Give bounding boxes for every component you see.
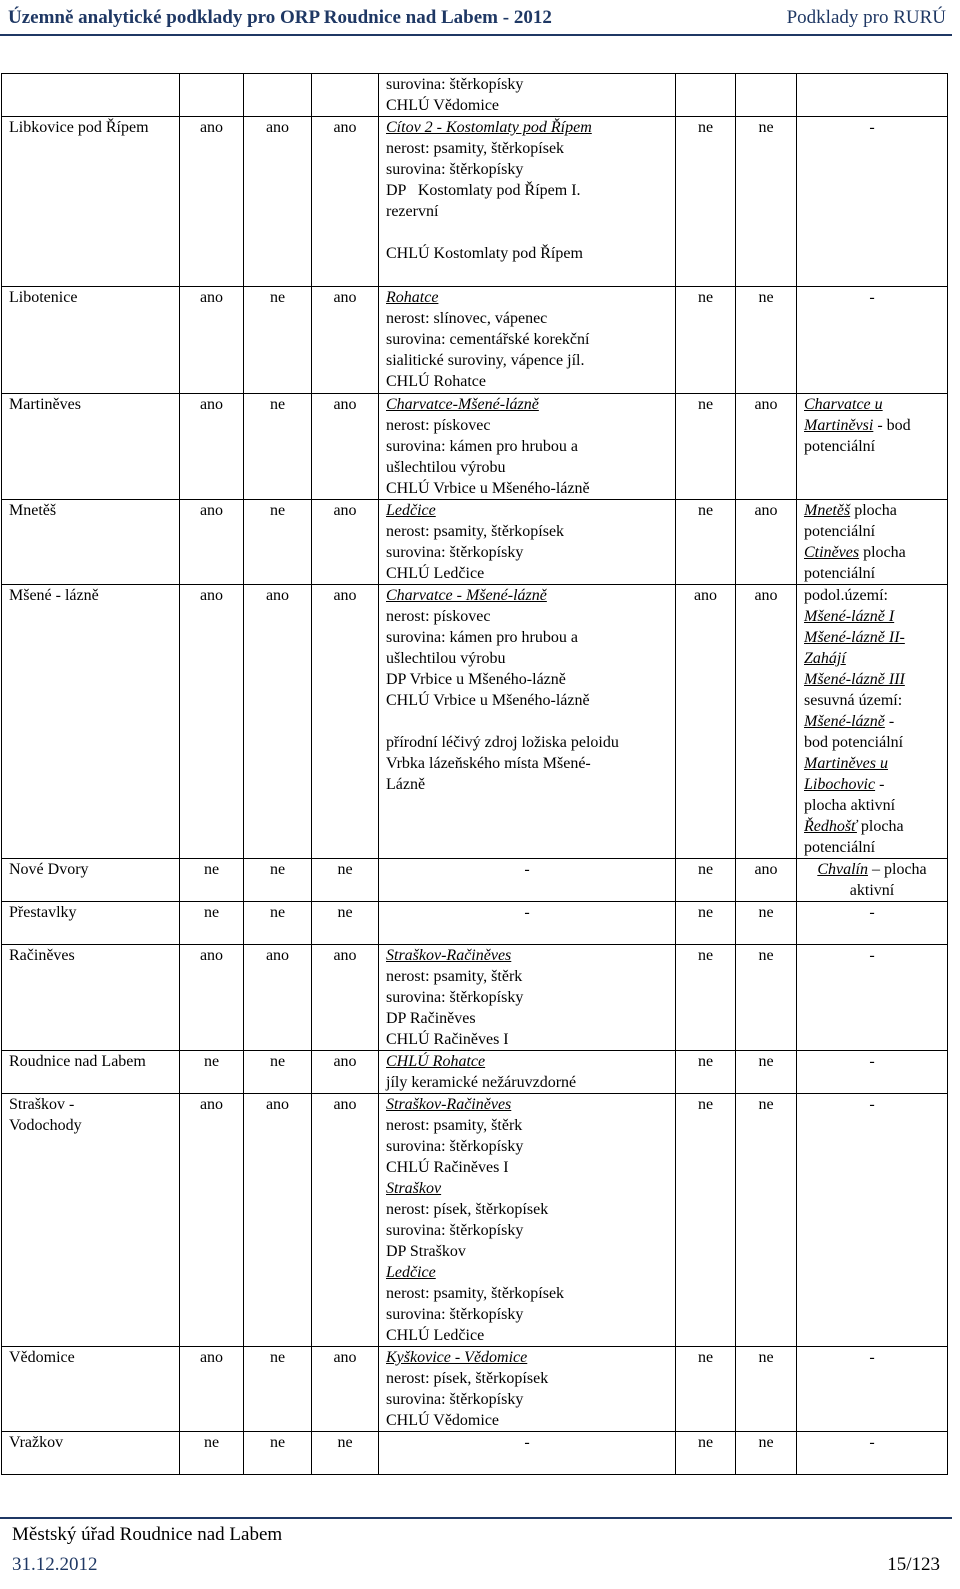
deposit-detail-line: DP Vrbice u Mšeného-lázně bbox=[386, 671, 566, 688]
deformation-line bbox=[804, 690, 947, 711]
deposit-detail-line: nerost: písek, štěrkopísek bbox=[386, 1370, 549, 1387]
deformation-text: - bbox=[869, 119, 875, 136]
deposit-detail-line: surovina: kámen pro hrubou a bbox=[386, 629, 578, 646]
deformation-name: Mšené-lázně bbox=[804, 713, 885, 730]
deformation-name: Mšené-lázně III bbox=[804, 671, 905, 688]
deformation-line bbox=[804, 606, 947, 627]
deformation-suffix: – plocha bbox=[868, 861, 927, 878]
deposit-detail-cell bbox=[379, 1347, 676, 1432]
deposit-detail-cell bbox=[379, 585, 676, 859]
value-cell-c: ano bbox=[312, 117, 379, 287]
deformation-line bbox=[804, 542, 947, 563]
value-cell-d: ne bbox=[676, 902, 736, 945]
deformation-line bbox=[804, 837, 947, 858]
deformation-name: Martiněvsi bbox=[804, 417, 874, 434]
document-section: Podklady pro RURÚ bbox=[786, 7, 946, 28]
deformation-suffix: plocha bbox=[856, 818, 904, 835]
deposit-detail-line: nerost: psamity, štěrkopísek bbox=[386, 1285, 565, 1302]
deformation-name: Zahájí bbox=[804, 650, 846, 667]
municipality-name: Libotenice bbox=[9, 289, 78, 306]
deposit-detail-line: rezervní bbox=[386, 203, 439, 220]
slope-deformation-cell bbox=[797, 287, 948, 394]
deformation-line bbox=[797, 902, 947, 923]
table-row bbox=[2, 945, 948, 1051]
value-cell-c: ne bbox=[312, 1432, 379, 1475]
deposit-detail-line: Vrbka lázeňského místa Mšené- bbox=[386, 755, 591, 772]
deformation-name: Libochovic bbox=[804, 776, 876, 793]
municipality-cell bbox=[2, 1347, 180, 1432]
slope-deformation-cell bbox=[797, 1432, 948, 1475]
municipality-name: Mšené - lázně bbox=[9, 587, 99, 604]
municipality-cell bbox=[2, 585, 180, 859]
deposit-name: Ledčice bbox=[386, 1264, 436, 1281]
deposit-name: Cítov 2 - Kostomlaty pod Řípem bbox=[386, 119, 592, 136]
value-cell-d: ne bbox=[676, 859, 736, 902]
document-title: Územně analytické podklady pro ORP Roudnice nad Labem - 2012 bbox=[8, 7, 552, 28]
footer-divider bbox=[0, 1517, 952, 1519]
deformation-name: Chvalín bbox=[817, 861, 868, 878]
deposit-name: Rohatce bbox=[386, 289, 439, 306]
slope-deformation-cell bbox=[797, 1094, 948, 1347]
value-cell-b: ano bbox=[244, 1094, 312, 1347]
value-cell-a: ano bbox=[180, 500, 244, 585]
municipality-name: Nové Dvory bbox=[9, 861, 89, 878]
deformation-suffix: - bbox=[875, 776, 885, 793]
deposit-detail-line: DP Straškov bbox=[386, 1243, 466, 1260]
deposit-detail-line: nerost: psamity, štěrk bbox=[386, 968, 523, 985]
table-row bbox=[2, 585, 948, 859]
value-cell-a: ne bbox=[180, 1432, 244, 1475]
deposit-detail-line: surovina: štěrkopísky bbox=[386, 544, 524, 561]
deformation-name: Martiněves u bbox=[804, 755, 888, 772]
value-cell-e: ano bbox=[736, 394, 797, 500]
deformation-line bbox=[797, 1094, 947, 1115]
deposit-detail-cell bbox=[379, 500, 676, 585]
value-cell-a: ne bbox=[180, 859, 244, 902]
deposit-name: Kyškovice - Vědomice bbox=[386, 1349, 528, 1366]
value-cell-d: ne bbox=[676, 1432, 736, 1475]
value-cell-d: ne bbox=[676, 500, 736, 585]
deposit-detail-line: CHLÚ Ledčice bbox=[386, 565, 485, 582]
value-cell-a: ano bbox=[180, 945, 244, 1051]
deformation-text: - bbox=[869, 904, 875, 921]
footer-page-number: 15/123 bbox=[887, 1554, 940, 1575]
municipality-cell bbox=[2, 902, 180, 945]
municipality-cell bbox=[2, 859, 180, 902]
deformation-text: - bbox=[869, 1434, 875, 1451]
value-cell-b: ne bbox=[244, 902, 312, 945]
value-cell-d: ne bbox=[676, 394, 736, 500]
value-cell-a: ne bbox=[180, 1051, 244, 1094]
deposit-detail-line: ušlechtilou výrobu bbox=[386, 650, 506, 667]
value-cell-d: ne bbox=[676, 287, 736, 394]
deformation-line bbox=[804, 669, 947, 690]
deformation-line bbox=[804, 500, 947, 521]
value-cell-a: ne bbox=[180, 902, 244, 945]
deformation-line bbox=[804, 795, 947, 816]
deformation-line bbox=[804, 711, 947, 732]
table-row bbox=[2, 1094, 948, 1347]
slope-deformation-cell bbox=[797, 585, 948, 859]
slope-deformation-cell bbox=[797, 394, 948, 500]
deformation-line bbox=[797, 1051, 947, 1072]
value-cell-d bbox=[676, 74, 736, 117]
value-cell-c: ano bbox=[312, 500, 379, 585]
value-cell-a: ano bbox=[180, 1347, 244, 1432]
deformation-name: Charvatce u bbox=[804, 396, 883, 413]
value-cell-c: ano bbox=[312, 1094, 379, 1347]
value-cell-d: ano bbox=[676, 585, 736, 859]
municipality-cell bbox=[2, 74, 180, 117]
deposit-detail-line: surovina: cementářské korekční bbox=[386, 331, 590, 348]
value-cell-a: ano bbox=[180, 585, 244, 859]
page-header bbox=[8, 4, 946, 32]
deposit-name: Straškov bbox=[386, 1180, 442, 1197]
value-cell-c: ne bbox=[312, 902, 379, 945]
deposit-detail-line: surovina: štěrkopísky bbox=[386, 1391, 524, 1408]
deposit-detail-line: CHLÚ Vědomice bbox=[386, 1412, 500, 1429]
municipality-cell bbox=[2, 1432, 180, 1475]
deformation-text: - bbox=[869, 947, 875, 964]
deposit-detail-line: CHLÚ Vrbice u Mšeného-lázně bbox=[386, 480, 590, 497]
deformation-line bbox=[797, 945, 947, 966]
value-cell-a bbox=[180, 74, 244, 117]
value-cell-c: ano bbox=[312, 394, 379, 500]
municipality-cell bbox=[2, 287, 180, 394]
deposit-detail-line: CHLÚ Vědomice bbox=[386, 97, 500, 114]
table-row bbox=[2, 859, 948, 902]
table-row bbox=[2, 902, 948, 945]
value-cell-c: ne bbox=[312, 859, 379, 902]
slope-deformation-cell bbox=[797, 74, 948, 117]
value-cell-e bbox=[736, 74, 797, 117]
slope-deformation-cell bbox=[797, 902, 948, 945]
value-cell-e: ne bbox=[736, 1347, 797, 1432]
deposit-detail-line: DP Račiněves bbox=[386, 1010, 476, 1027]
deposit-detail-line: surovina: štěrkopísky bbox=[386, 1138, 524, 1155]
value-cell-b: ne bbox=[244, 394, 312, 500]
deformation-text: sesuvná území: bbox=[804, 692, 903, 709]
value-cell-e: ano bbox=[736, 500, 797, 585]
deformation-line bbox=[797, 1432, 947, 1453]
deformation-line bbox=[797, 117, 947, 138]
value-cell-e: ne bbox=[736, 1094, 797, 1347]
municipality-name: Martiněves bbox=[9, 396, 81, 413]
deposit-detail-cell bbox=[379, 1094, 676, 1347]
deposit-detail-line: nerost: pískovec bbox=[386, 608, 491, 625]
footer-date: 31.12.2012 bbox=[12, 1554, 98, 1575]
value-cell-b: ano bbox=[244, 117, 312, 287]
value-cell-b: ne bbox=[244, 859, 312, 902]
municipality-name: Račiněves bbox=[9, 947, 75, 964]
deposit-detail-line: CHLÚ Kostomlaty pod Řípem bbox=[386, 245, 583, 262]
slope-deformation-cell bbox=[797, 945, 948, 1051]
deformation-line bbox=[804, 521, 947, 542]
value-cell-b: ne bbox=[244, 500, 312, 585]
value-cell-d: ne bbox=[676, 1051, 736, 1094]
deposit-detail-cell bbox=[379, 287, 676, 394]
table-row bbox=[2, 500, 948, 585]
deformation-line bbox=[797, 1347, 947, 1368]
deformation-text: plocha aktivní bbox=[804, 797, 896, 814]
municipality-name: Vědomice bbox=[9, 1349, 75, 1366]
deformation-name: Mšené-lázně I bbox=[804, 608, 895, 625]
value-cell-e: ne bbox=[736, 1432, 797, 1475]
deposit-detail-line: přírodní léčivý zdroj ložiska peloidu bbox=[386, 734, 619, 751]
municipality-cell bbox=[2, 394, 180, 500]
value-cell-d: ne bbox=[676, 945, 736, 1051]
deposit-name: Charvatce - Mšené-lázně bbox=[386, 587, 547, 604]
deposit-detail-line bbox=[386, 222, 675, 243]
deposit-name: CHLÚ Rohatce bbox=[386, 1053, 486, 1070]
municipality-name: Roudnice nad Labem bbox=[9, 1053, 146, 1070]
deformation-line bbox=[804, 415, 947, 436]
deformation-name: Mšené-lázně II- bbox=[804, 629, 905, 646]
deformation-line bbox=[797, 880, 947, 901]
deformation-line bbox=[804, 774, 947, 795]
value-cell-e: ne bbox=[736, 902, 797, 945]
deformation-name: Mnetěš bbox=[804, 502, 851, 519]
deposit-detail-line: Lázně bbox=[386, 776, 426, 793]
deformation-line bbox=[804, 436, 947, 457]
value-cell-c: ano bbox=[312, 1051, 379, 1094]
deposit-detail-cell bbox=[379, 1051, 676, 1094]
deformation-text: bod potenciální bbox=[804, 734, 904, 751]
value-cell-e: ano bbox=[736, 585, 797, 859]
value-cell-b: ne bbox=[244, 287, 312, 394]
deposit-detail-line: surovina: štěrkopísky bbox=[386, 1306, 524, 1323]
municipality-name: Vražkov bbox=[9, 1434, 64, 1451]
limits-table bbox=[1, 73, 948, 1475]
deformation-suffix: - bod bbox=[873, 417, 911, 434]
deformation-suffix: plocha bbox=[850, 502, 897, 519]
value-cell-d: ne bbox=[676, 117, 736, 287]
value-cell-a: ano bbox=[180, 394, 244, 500]
deposit-detail-line: DP Kostomlaty pod Řípem I. bbox=[386, 182, 581, 199]
table-row bbox=[2, 1051, 948, 1094]
deposit-detail-cell: - bbox=[379, 859, 676, 902]
municipality-name: Straškov - Vodochody bbox=[9, 1096, 82, 1134]
value-cell-e: ne bbox=[736, 945, 797, 1051]
table-row bbox=[2, 1432, 948, 1475]
deformation-line bbox=[804, 816, 947, 837]
deposit-detail-cell: - bbox=[379, 902, 676, 945]
deformation-line bbox=[804, 394, 947, 415]
deposit-detail-line: sialitické suroviny, vápence jíl. bbox=[386, 352, 585, 369]
value-cell-c: ano bbox=[312, 945, 379, 1051]
deposit-detail-line: CHLÚ Vrbice u Mšeného-lázně bbox=[386, 692, 590, 709]
deposit-detail-cell bbox=[379, 945, 676, 1051]
deposit-name: Straškov-Račiněves bbox=[386, 1096, 512, 1113]
slope-deformation-cell bbox=[797, 500, 948, 585]
value-cell-e: ne bbox=[736, 1051, 797, 1094]
deposit-detail-line: nerost: psamity, štěrkopísek bbox=[386, 140, 565, 157]
deformation-line bbox=[797, 859, 947, 880]
deposit-detail-line: surovina: kámen pro hrubou a bbox=[386, 438, 578, 455]
deposit-detail-cell bbox=[379, 74, 676, 117]
deposit-detail-line: nerost: písek, štěrkopísek bbox=[386, 1201, 549, 1218]
deposit-detail-line: CHLÚ Rohatce bbox=[386, 373, 486, 390]
value-cell-e: ne bbox=[736, 287, 797, 394]
slope-deformation-cell bbox=[797, 117, 948, 287]
value-cell-c: ano bbox=[312, 1347, 379, 1432]
deformation-line bbox=[804, 753, 947, 774]
municipality-cell bbox=[2, 1094, 180, 1347]
value-cell-a: ano bbox=[180, 1094, 244, 1347]
deposit-detail-line: surovina: štěrkopísky bbox=[386, 989, 524, 1006]
footer-office: Městský úřad Roudnice nad Labem bbox=[12, 1524, 283, 1545]
deformation-text: potenciální bbox=[804, 523, 876, 540]
deposit-detail-cell bbox=[379, 117, 676, 287]
slope-deformation-cell bbox=[797, 859, 948, 902]
header-divider bbox=[0, 34, 952, 36]
deformation-suffix: plocha bbox=[859, 544, 906, 561]
deformation-line bbox=[797, 287, 947, 308]
deposit-detail-line: nerost: pískovec bbox=[386, 417, 491, 434]
deformation-text: - bbox=[869, 1053, 875, 1070]
deposit-detail-line: jíly keramické nežáruvzdorné bbox=[386, 1074, 577, 1091]
value-cell-e: ano bbox=[736, 859, 797, 902]
value-cell-a: ano bbox=[180, 287, 244, 394]
deposit-detail-cell: - bbox=[379, 1432, 676, 1475]
deposit-detail-line: CHLÚ Račiněves I bbox=[386, 1031, 509, 1048]
municipality-cell bbox=[2, 500, 180, 585]
deposit-detail-line bbox=[386, 711, 675, 732]
deposit-detail-line: nerost: psamity, štěrk bbox=[386, 1117, 523, 1134]
deposit-name: Ledčice bbox=[386, 502, 436, 519]
table-row bbox=[2, 74, 948, 117]
value-cell-d: ne bbox=[676, 1347, 736, 1432]
value-cell-b: ano bbox=[244, 945, 312, 1051]
deformation-text: - bbox=[869, 289, 875, 306]
slope-deformation-cell bbox=[797, 1347, 948, 1432]
deposit-detail-line: nerost: psamity, štěrkopísek bbox=[386, 523, 565, 540]
deformation-line bbox=[804, 563, 947, 584]
municipality-cell bbox=[2, 117, 180, 287]
deformation-line bbox=[804, 627, 947, 648]
deformation-text: aktivní bbox=[849, 882, 895, 899]
deposit-detail-line: surovina: štěrkopísky bbox=[386, 161, 524, 178]
deformation-suffix: - bbox=[884, 713, 895, 730]
slope-deformation-cell bbox=[797, 1051, 948, 1094]
value-cell-c: ano bbox=[312, 585, 379, 859]
value-cell-b bbox=[244, 74, 312, 117]
value-cell-d: ne bbox=[676, 1094, 736, 1347]
value-cell-e: ne bbox=[736, 117, 797, 287]
deposit-detail-line: ušlechtilou výrobu bbox=[386, 459, 506, 476]
deformation-line bbox=[804, 732, 947, 753]
deposit-detail-cell bbox=[379, 394, 676, 500]
deformation-line bbox=[804, 648, 947, 669]
deformation-name: Ředhošť bbox=[804, 818, 857, 835]
deformation-name: Ctiněves bbox=[804, 544, 860, 561]
deformation-line bbox=[804, 585, 947, 606]
value-cell-c bbox=[312, 74, 379, 117]
municipality-name: Přestavlky bbox=[9, 904, 77, 921]
deformation-text: potenciální bbox=[804, 839, 876, 856]
municipality-name: Mnetěš bbox=[9, 502, 57, 519]
value-cell-a: ano bbox=[180, 117, 244, 287]
value-cell-b: ne bbox=[244, 1347, 312, 1432]
value-cell-b: ano bbox=[244, 585, 312, 859]
value-cell-b: ne bbox=[244, 1432, 312, 1475]
table-row bbox=[2, 287, 948, 394]
deposit-detail-line: surovina: štěrkopísky bbox=[386, 1222, 524, 1239]
table-row bbox=[2, 1347, 948, 1432]
value-cell-b: ne bbox=[244, 1051, 312, 1094]
deposit-name: Straškov-Račiněves bbox=[386, 947, 512, 964]
deformation-text: potenciální bbox=[804, 438, 876, 455]
deposit-name: Charvatce-Mšené-lázně bbox=[386, 396, 539, 413]
value-cell-c: ano bbox=[312, 287, 379, 394]
deformation-text: potenciální bbox=[804, 565, 876, 582]
deposit-detail-line: nerost: slínovec, vápenec bbox=[386, 310, 548, 327]
deformation-text: - bbox=[869, 1096, 875, 1113]
deposit-detail-line: CHLÚ Račiněves I bbox=[386, 1159, 509, 1176]
municipality-name: Libkovice pod Řípem bbox=[9, 119, 149, 136]
deposit-detail-line: surovina: štěrkopísky bbox=[386, 76, 524, 93]
table-row bbox=[2, 394, 948, 500]
deformation-text: podol.území: bbox=[804, 587, 888, 604]
deformation-text: - bbox=[869, 1349, 875, 1366]
municipality-cell bbox=[2, 945, 180, 1051]
municipality-cell bbox=[2, 1051, 180, 1094]
table-row bbox=[2, 117, 948, 287]
deposit-detail-line: CHLÚ Ledčice bbox=[386, 1327, 485, 1344]
